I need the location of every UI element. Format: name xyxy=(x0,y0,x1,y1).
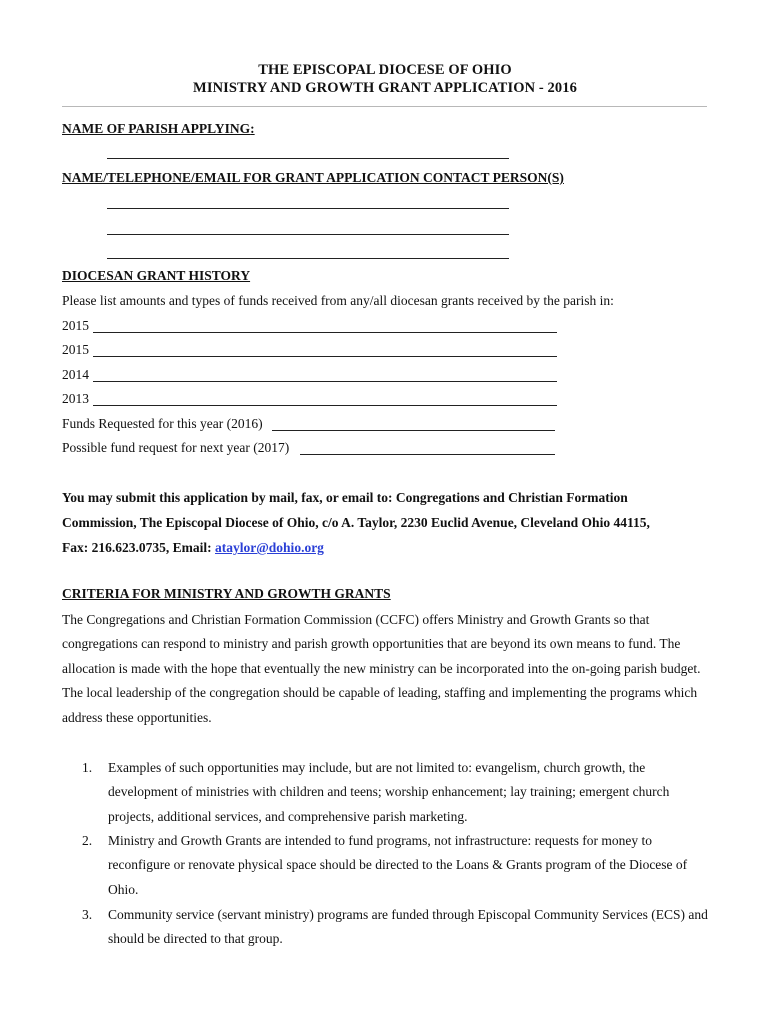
funds-requested-label: Funds Requested for this year (2016) xyxy=(62,416,263,431)
contact-person-field-2[interactable] xyxy=(107,234,509,235)
submission-line-2: Commission, The Episcopal Diocese of Ohio, c/o A. Taylor, 2230 Euclid Avenue, Cleveland Ohio 44115, xyxy=(62,515,650,530)
possible-request-field[interactable] xyxy=(300,454,555,455)
parish-name-heading: NAME OF PARISH APPLYING: xyxy=(62,121,255,136)
history-row-label: 2015 xyxy=(62,318,89,333)
history-row-field[interactable] xyxy=(93,332,557,333)
history-row-label: 2014 xyxy=(62,367,89,382)
grant-history-intro: Please list amounts and types of funds received from any/all diocesan grants received by the parish in: xyxy=(62,293,614,308)
contact-person-field-1[interactable] xyxy=(107,208,509,209)
submission-line-1: You may submit this application by mail, fax, or email to: Congregations and Christian Formation xyxy=(62,490,628,505)
list-item-number: 1. xyxy=(82,760,93,775)
history-row-field[interactable] xyxy=(93,381,557,382)
list-item-number: 3. xyxy=(82,907,93,922)
submission-instructions xyxy=(62,485,712,560)
contact-person-field-3[interactable] xyxy=(107,258,509,259)
contact-person-heading: NAME/TELEPHONE/EMAIL FOR GRANT APPLICATION CONTACT PERSON(S) xyxy=(62,170,564,185)
history-row-field[interactable] xyxy=(93,356,557,357)
document-title-line2: MINISTRY AND GROWTH GRANT APPLICATION - 2016 xyxy=(193,80,577,96)
parish-name-field[interactable] xyxy=(107,158,509,159)
criteria-heading: CRITERIA FOR MINISTRY AND GROWTH GRANTS xyxy=(62,586,391,601)
funds-requested-field[interactable] xyxy=(272,430,555,431)
history-row-label: 2013 xyxy=(62,391,89,406)
criteria-paragraph: The Congregations and Christian Formation Commission (CCFC) offers Ministry and Growth Grants so that congregations can respond to ministry and parish growth opportunities that are beyond its own means to fund. The allocation is made with the hope that eventually the new ministry can be incorporated into the on-going parish budget. The local leadership of the congregation should be capable of leading, staffing and implementing the programs which address these opportunities. xyxy=(62,612,701,725)
list-item xyxy=(82,829,712,902)
title-divider xyxy=(62,106,707,107)
list-item-text: Ministry and Growth Grants are intended to fund programs, not infrastructure: requests for money to reconfigure or renovate physical space should be directed to the Loans & Grants program of the Diocese of Ohio. xyxy=(108,833,688,897)
list-item xyxy=(82,903,712,952)
submission-line-3: Fax: 216.623.0735, Email: ataylor@dohio.org xyxy=(62,540,324,555)
possible-request-label: Possible fund request for next year (2017) xyxy=(62,440,290,455)
grant-history-heading: DIOCESAN GRANT HISTORY xyxy=(62,268,251,283)
list-item-text: Examples of such opportunities may include, but are not limited to: evangelism, church growth, the development of ministries with children and teens; worship enhancement; lay training; emergent church projects, additional services, and comprehensive parish marketing. xyxy=(108,760,670,824)
list-item-number: 2. xyxy=(82,833,93,848)
list-item-text: Community service (servant ministry) programs are funded through Episcopal Community Services (ECS) and should be directed to that group. xyxy=(108,907,708,947)
history-row-label: 2015 xyxy=(62,342,89,357)
document-title-line1: THE EPISCOPAL DIOCESE OF OHIO xyxy=(258,62,512,78)
email-link[interactable]: ataylor@dohio.org xyxy=(215,540,324,555)
history-row-field[interactable] xyxy=(93,405,557,406)
list-item xyxy=(82,756,712,829)
